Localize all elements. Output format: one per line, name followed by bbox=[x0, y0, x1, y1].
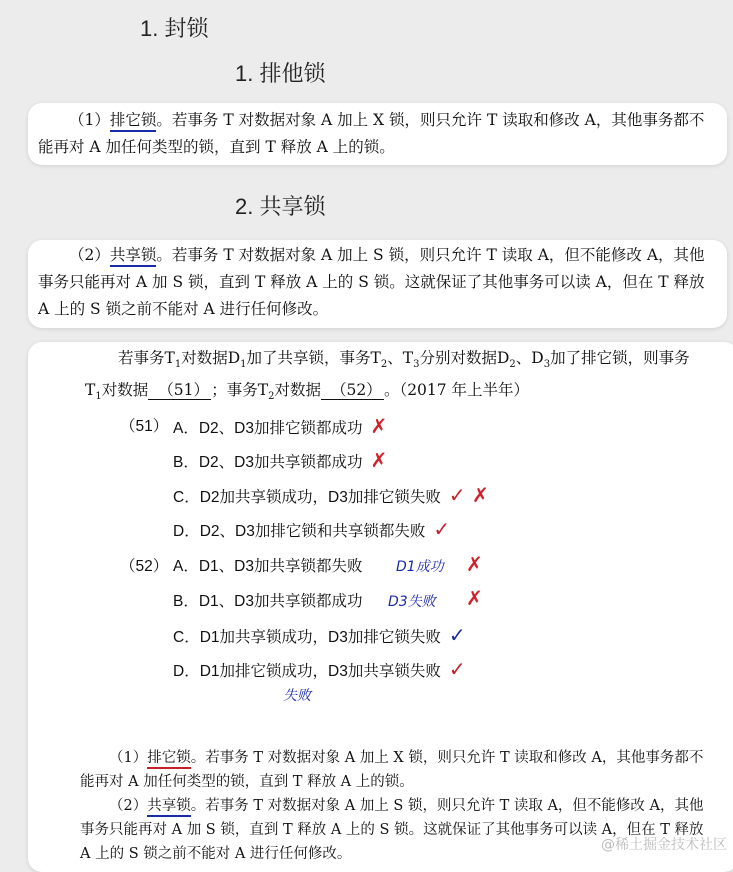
q51-option-a: A．D2、D3加排它锁都成功 ✗ bbox=[173, 414, 388, 438]
question-stem: 若事务$T_1$对数据$D_1$加了共享锁，事务$T_2$、$T_3$分别对数据$D_2$、$D_3$加了排它锁，则事务 bbox=[118, 349, 690, 371]
q51-option-c: C．D2加共享锁成功，D3加排它锁失败 ✓ ✗ bbox=[173, 483, 489, 507]
check-cross-mark-icon: ✓ ✗ bbox=[448, 483, 489, 507]
q51-option-d: D．D2、D3加排它锁和共享锁都失败 ✓ bbox=[173, 517, 451, 541]
q52-option-a: A．D1、D3加共享锁都失败 bbox=[173, 558, 363, 575]
heading-exclusive-lock: 1. 排他锁 bbox=[235, 61, 326, 86]
check-mark-icon: ✓ bbox=[448, 623, 466, 647]
q51-number: （51） bbox=[120, 418, 169, 435]
watermark: @稀土掘金技术社区 bbox=[601, 837, 727, 853]
wrong-mark-icon: ✗ bbox=[370, 448, 388, 472]
handwritten-note: D3失败 bbox=[388, 594, 436, 610]
q51-option-b: B．D2、D3加共享锁都成功 ✗ bbox=[173, 448, 388, 472]
q52-option-c: C．D1加共享锁成功，D3加排它锁失败 ✓ bbox=[173, 623, 466, 647]
heading-shared-lock: 2. 共享锁 bbox=[235, 194, 326, 219]
wrong-mark-icon: ✗ bbox=[466, 552, 483, 576]
check-mark-icon: ✓ bbox=[433, 517, 451, 541]
term: 排它锁 bbox=[110, 111, 157, 132]
shared-lock-card bbox=[28, 240, 727, 328]
q52-option-d: D．D1加排它锁成功，D3加共享锁失败 ✓ bbox=[173, 657, 466, 681]
footer-excerpt: （1）排它锁。若事务 T 对数据对象 A 加上 X 锁，则只允许 T 读取和修改 A，其他事务都不能再对 A 加任何类型的锁，直到 T 释放 A 上的锁。 （2）共享锁。若事务 T 对数据对象 A 加上 S 锁，则只允许 T 读取 A，但不能修改 A，其他事务只能再对 A 加 S 锁，直到 T 释放 A 上的 S 锁。这就保证了其他事务可以读 A，但在 T 释放 A 上的 S 锁之前不能对 A 进行任何修改。 bbox=[80, 750, 704, 862]
blank-52: （52） bbox=[321, 381, 384, 400]
check-mark-icon: ✓ bbox=[448, 657, 466, 681]
q52-number: （52） bbox=[120, 558, 169, 575]
item-number: （1） bbox=[69, 111, 110, 129]
term: 排它锁 bbox=[147, 750, 191, 769]
item-number: （2） bbox=[69, 246, 110, 264]
term: 共享锁 bbox=[110, 246, 157, 267]
blank-51: （51） bbox=[148, 381, 211, 400]
question-card bbox=[28, 342, 733, 872]
term: 共享锁 bbox=[147, 798, 191, 817]
exclusive-lock-card bbox=[28, 103, 727, 165]
question-stem-line2: $T_1$对数据 （51） ；事务$T_2$对数据 （52） 。（2017 年上半年） bbox=[85, 381, 530, 403]
wrong-mark-icon: ✗ bbox=[370, 414, 388, 438]
handwritten-note: 失败 bbox=[283, 688, 311, 704]
heading-lock: 1. 封锁 bbox=[140, 16, 209, 41]
q52-option-b: B．D1、D3加共享锁都成功 bbox=[173, 593, 363, 610]
definition: 。若事务 T 对数据对象 A 加上 X 锁，则只允许 T 读取和修改 A，其他事务都不能再对 A 加任何类型的锁，直到 T 释放 A 上的锁。 bbox=[38, 111, 705, 156]
handwritten-note: D1成功 bbox=[396, 559, 444, 575]
wrong-mark-icon: ✗ bbox=[466, 586, 483, 610]
definition: 。若事务 T 对数据对象 A 加上 S 锁，则只允许 T 读取 A，但不能修改 A，其他事务只能再对 A 加 S 锁，直到 T 释放 A 上的 S 锁。这就保证了其他事务可以读 A，但在 T 释放 A 上的 S 锁之前不能对 A 进行任何修改。 bbox=[38, 246, 705, 318]
